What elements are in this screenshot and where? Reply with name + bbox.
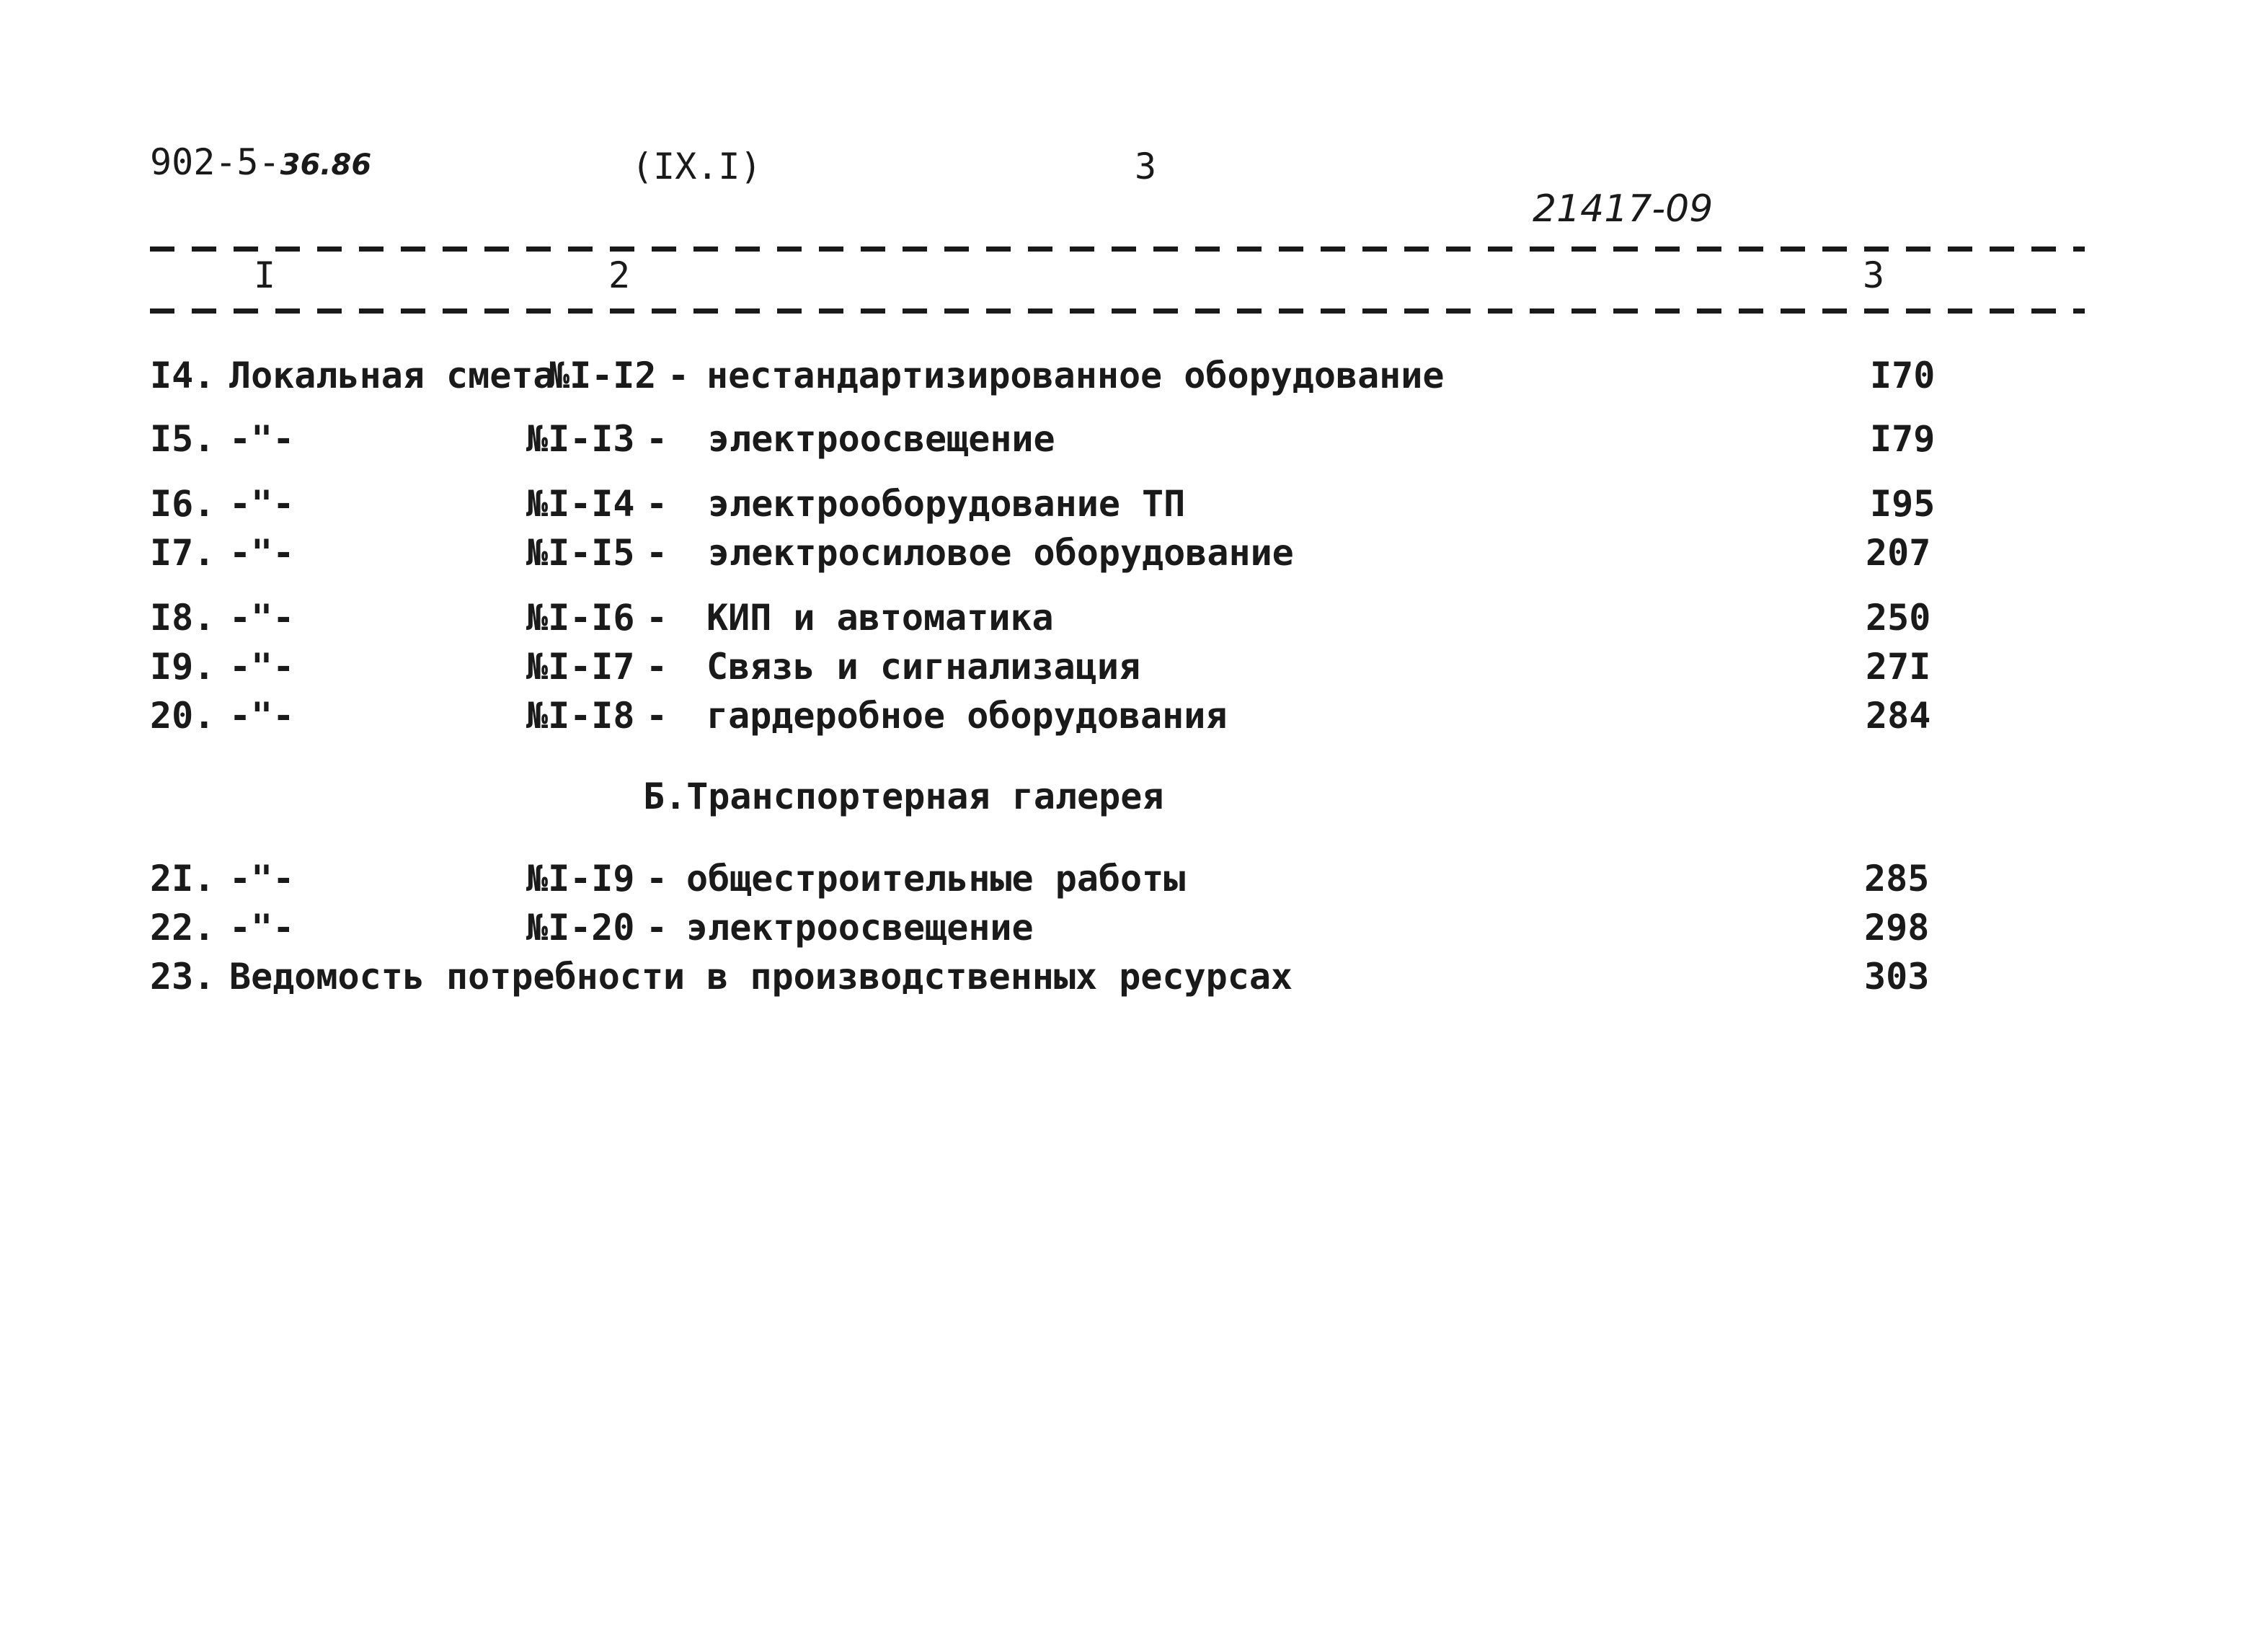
row-separator: -	[646, 907, 668, 949]
row-number: I6.	[150, 483, 216, 525]
row-separator: -	[646, 646, 668, 688]
row-description: электросиловое оборудование	[708, 532, 1294, 574]
bottom-dashed-rule	[150, 308, 2085, 314]
row-number: 2I.	[150, 858, 216, 900]
row-separator: -	[646, 418, 668, 460]
column-header-3: 3	[1863, 254, 1885, 296]
row-separator: -	[646, 858, 668, 900]
row-number: I8.	[150, 597, 216, 639]
section-number: (IX.I)	[631, 146, 762, 187]
row-description: КИП и автоматика	[706, 597, 1054, 639]
row-description: электроосвещение	[686, 907, 1034, 949]
row-description: гардеробное оборудования	[706, 695, 1228, 737]
row-code: №I-20	[526, 907, 635, 949]
row-separator: -	[646, 532, 668, 574]
row-page: 27I	[1866, 646, 1931, 688]
row-separator: -	[646, 597, 668, 639]
document-code-typed: 902-5-	[150, 141, 280, 183]
row-type: -"-	[229, 646, 295, 688]
row-type: -"-	[229, 532, 295, 574]
page-number: 3	[1135, 146, 1157, 187]
row-page: 285	[1864, 858, 1930, 900]
row-separator: -	[668, 355, 690, 396]
row-description: Ведомость потребности в производственных ресурсах	[229, 956, 1293, 998]
row-type: -"-	[229, 907, 295, 949]
row-number: 22.	[150, 907, 216, 949]
document-code-handwritten: 36.86	[280, 148, 372, 182]
row-number: I5.	[150, 418, 216, 460]
row-page: 207	[1866, 532, 1931, 574]
row-code: №I-I2	[548, 355, 657, 396]
row-page: I95	[1870, 483, 1936, 525]
row-number: I9.	[150, 646, 216, 688]
row-type: -"-	[229, 695, 295, 737]
row-page: 250	[1866, 597, 1931, 639]
row-page: I70	[1870, 355, 1936, 396]
stamp-number: 21417-09	[1533, 187, 1714, 231]
column-header-2: 2	[608, 254, 631, 296]
row-number: 23.	[150, 956, 216, 998]
row-page: I79	[1870, 418, 1936, 460]
row-code: №I-I3	[526, 418, 635, 460]
row-page: 303	[1864, 956, 1930, 998]
row-separator: -	[646, 483, 668, 525]
row-description: Связь и сигнализация	[706, 646, 1141, 688]
row-number: 20.	[150, 695, 216, 737]
row-page: 298	[1864, 907, 1930, 949]
row-separator: -	[646, 695, 668, 737]
row-page: 284	[1866, 695, 1931, 737]
row-description: общестроительные работы	[686, 858, 1186, 900]
document-code	[150, 141, 372, 183]
row-number: I7.	[150, 532, 216, 574]
row-type: -"-	[229, 858, 295, 900]
row-description: электрооборудование ТП	[708, 483, 1186, 525]
column-header-1: I	[254, 254, 276, 296]
row-code: №I-I4	[526, 483, 635, 525]
top-dashed-rule	[150, 247, 2085, 252]
row-code: №I-I6	[526, 597, 635, 639]
section-title: Б.Транспортерная галерея	[643, 776, 1164, 817]
row-code: №I-I8	[526, 695, 635, 737]
row-number: I4.	[150, 355, 216, 396]
row-code: №I-I5	[526, 532, 635, 574]
row-code: №I-I9	[526, 858, 635, 900]
row-description: электроосвещение	[708, 418, 1055, 460]
row-code: №I-I7	[526, 646, 635, 688]
row-type: -"-	[229, 418, 295, 460]
row-description: нестандартизированное оборудование	[706, 355, 1445, 396]
row-type: Локальная смета	[229, 355, 555, 396]
row-type: -"-	[229, 597, 295, 639]
row-type: -"-	[229, 483, 295, 525]
